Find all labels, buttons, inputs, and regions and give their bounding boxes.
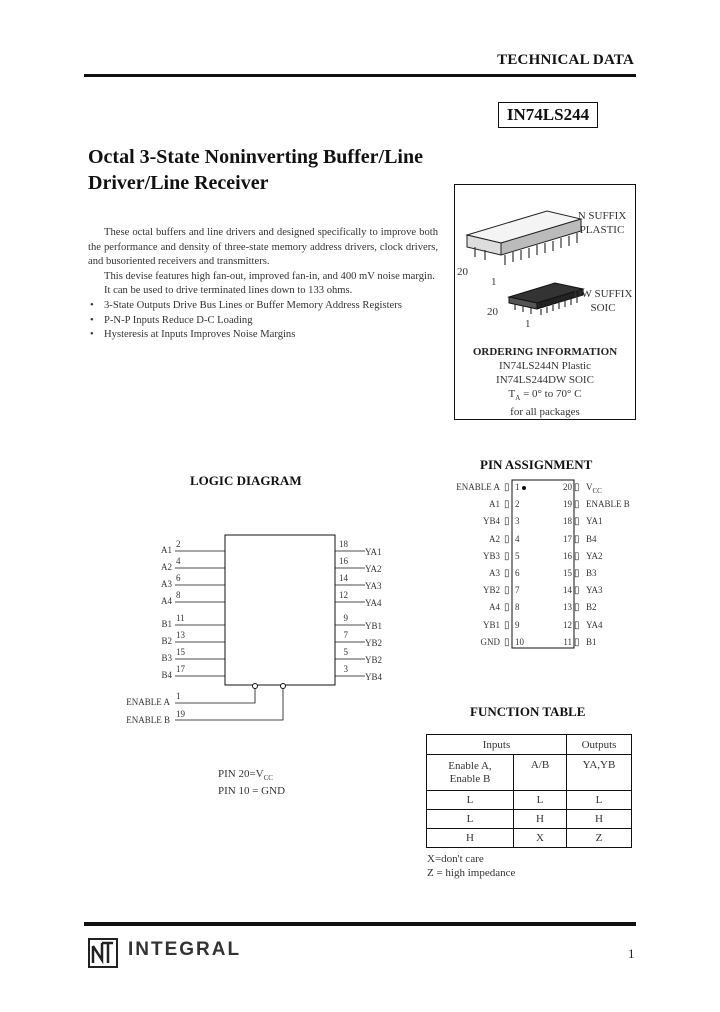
pin-stub-left: ▯ bbox=[504, 550, 510, 562]
pin-label-left: A2 bbox=[489, 533, 500, 544]
input-pin-number: 8 bbox=[176, 590, 181, 600]
enable-a-pin: 1 bbox=[176, 691, 181, 701]
order-line: IN74LS244N Plastic bbox=[499, 360, 591, 372]
pin-label-left: YB2 bbox=[482, 585, 500, 596]
part-number-box: IN74LS244 bbox=[498, 102, 598, 128]
desc-paragraph: It can be used to drive terminated lines down to 133 ohms. bbox=[104, 285, 353, 297]
pin-stub-right: ▯ bbox=[574, 619, 580, 631]
output-pin-number: 3 bbox=[343, 664, 348, 674]
output-pin-number: 16 bbox=[339, 556, 348, 566]
description bbox=[88, 226, 438, 343]
input-pin-number: 13 bbox=[176, 630, 185, 640]
input-label: B4 bbox=[161, 670, 172, 680]
pin-number-left: 5 bbox=[515, 550, 520, 561]
pin-stub-left: ▯ bbox=[504, 482, 510, 493]
pin-label-right: YA2 bbox=[586, 550, 603, 561]
note-high-z: Z = high impedance bbox=[427, 867, 516, 879]
pin-stub-left: ▯ bbox=[504, 499, 510, 511]
pin-number-right: 12 bbox=[563, 619, 572, 630]
table-row: L L L bbox=[427, 791, 632, 810]
output-pin-number: 18 bbox=[339, 539, 348, 549]
pin-stub-right: ▯ bbox=[574, 602, 580, 614]
feature-item: • Hysteresis at Inputs Improves Noise Margins bbox=[104, 328, 438, 343]
pin-number-right: 15 bbox=[563, 568, 572, 578]
n-type: PLASTIC bbox=[579, 224, 625, 236]
pin-stub-right: ▯ bbox=[574, 516, 580, 528]
integral-logo-icon bbox=[88, 938, 118, 968]
pin-assignment-diagram bbox=[444, 478, 644, 650]
title-line-1: Octal 3-State Noninverting Buffer/Line bbox=[88, 146, 423, 168]
pin-number-right: 13 bbox=[563, 602, 572, 613]
pin-stub-left: ▯ bbox=[504, 516, 510, 528]
feature-item: • 3-State Outputs Drive Bus Lines or Buffer Memory Address Registers bbox=[104, 299, 438, 314]
pin-label-right: B3 bbox=[586, 568, 597, 578]
pin-stub-left: ▯ bbox=[504, 619, 510, 631]
output-label: YA1 bbox=[365, 547, 382, 557]
ordering-title: ORDERING INFORMATION bbox=[472, 346, 618, 358]
pin-stub-right: ▯ bbox=[574, 585, 580, 597]
header-ab: A/B bbox=[514, 755, 567, 791]
pin-number-left: 8 bbox=[515, 602, 520, 613]
function-table-title: FUNCTION TABLE bbox=[470, 704, 586, 719]
header-enable: Enable A, Enable B bbox=[427, 755, 514, 791]
output-label: YB1 bbox=[365, 621, 383, 631]
pin-label-right: YA3 bbox=[586, 585, 603, 596]
pin-stub-left: ▯ bbox=[504, 602, 510, 614]
output-pin-number: 7 bbox=[343, 630, 348, 640]
pin-number-right: 20 bbox=[563, 482, 572, 492]
page-title bbox=[88, 144, 468, 196]
function-table bbox=[426, 734, 632, 848]
logic-diagram bbox=[110, 530, 410, 730]
dip-pin-20: 20 bbox=[457, 266, 468, 278]
pin-label-left: A3 bbox=[489, 568, 500, 578]
pin-label-right: B1 bbox=[586, 636, 597, 647]
power-notes bbox=[218, 768, 285, 798]
enable-b-pin: 19 bbox=[176, 709, 185, 719]
note-dont-care: X=don't care bbox=[427, 853, 484, 865]
pin-stub-left: ▯ bbox=[504, 585, 510, 597]
pin-number-right: 11 bbox=[563, 636, 572, 647]
output-label: YA4 bbox=[365, 598, 382, 608]
pin-number-right: 16 bbox=[563, 550, 572, 561]
pin-label-left: ENABLE A bbox=[456, 482, 500, 492]
pin-label-right: YA4 bbox=[586, 619, 603, 630]
output-pin-number: 14 bbox=[339, 573, 348, 583]
pin-number-left: 2 bbox=[515, 499, 520, 510]
pin-stub-right: ▯ bbox=[574, 636, 580, 648]
pin-number-right: 14 bbox=[563, 585, 572, 596]
pin-stub-right: ▯ bbox=[574, 482, 580, 493]
pin-stub-right: ▯ bbox=[574, 499, 580, 511]
input-pin-number: 15 bbox=[176, 647, 185, 657]
pin-stub-right: ▯ bbox=[574, 550, 580, 562]
dw-suffix: DW SUFFIX bbox=[573, 288, 633, 300]
brand-name: INTEGRAL bbox=[128, 939, 242, 960]
input-pin-number: 17 bbox=[176, 664, 185, 674]
output-pin-number: 9 bbox=[343, 613, 348, 623]
feature-item: • P-N-P Inputs Reduce D-C Loading bbox=[104, 314, 438, 329]
header-y: YA,YB bbox=[567, 755, 632, 791]
pin-number-left: 7 bbox=[515, 585, 520, 596]
output-label: YA2 bbox=[365, 564, 382, 574]
pin-number-left: 4 bbox=[515, 533, 520, 544]
input-pin-number: 11 bbox=[176, 613, 185, 623]
pin-label-right: $V_{CC}$ bbox=[586, 482, 602, 495]
dip-pin-1: 1 bbox=[491, 276, 497, 288]
dw-type: SOIC bbox=[590, 302, 616, 314]
output-label: YB4 bbox=[365, 672, 383, 682]
n-suffix: N SUFFIX bbox=[577, 210, 627, 222]
pin-stub-right: ▯ bbox=[574, 533, 580, 545]
enable-a-label: ENABLE A bbox=[126, 697, 170, 707]
pin-number-right: 19 bbox=[563, 499, 572, 510]
order-line: for all packages bbox=[510, 406, 580, 419]
pin-label-right: B4 bbox=[586, 533, 597, 544]
desc-paragraph: This devise features high fan-out, improved fan-in, and 400 mV noise margin. bbox=[104, 270, 435, 282]
output-label: YB2 bbox=[365, 638, 383, 648]
pin-number-right: 18 bbox=[563, 516, 572, 527]
pin-label-right: YA1 bbox=[586, 516, 603, 527]
pin-number-left: 3 bbox=[515, 516, 520, 527]
table-row: H X Z bbox=[427, 829, 632, 848]
pin-assignment-title: PIN ASSIGNMENT bbox=[480, 457, 593, 472]
pin-number-left: 10 bbox=[515, 636, 524, 647]
header-outputs: Outputs bbox=[567, 735, 632, 755]
soic-pin-1: 1 bbox=[525, 318, 531, 330]
enable-b-label: ENABLE B bbox=[126, 715, 170, 725]
output-label: YB2 bbox=[365, 655, 383, 665]
desc-paragraph: These octal buffers and line drivers and designed specifically to improve both the performance and density of three-state memory address drivers, clock drivers, and busoriented receivers and transmitters. bbox=[88, 227, 438, 268]
input-label: A2 bbox=[161, 562, 172, 572]
pin-label-right: ENABLE B bbox=[586, 499, 630, 510]
input-pin-number: 2 bbox=[176, 539, 181, 549]
n-suffix-label bbox=[571, 209, 633, 237]
input-pin-number: 4 bbox=[176, 556, 181, 566]
pin-label-left: A1 bbox=[489, 499, 500, 510]
soic-pin-20: 20 bbox=[487, 306, 498, 318]
gnd-note: PIN 10 = GND bbox=[218, 785, 286, 798]
input-pin-number: 6 bbox=[176, 573, 181, 583]
order-temp: $T_A = 0^\circ$ to 70° C bbox=[508, 388, 582, 403]
header-inputs: Inputs bbox=[427, 735, 567, 755]
pin-number-left: 6 bbox=[515, 568, 520, 578]
bottom-rule bbox=[84, 922, 636, 926]
feature-list bbox=[88, 299, 438, 343]
pin-number-left: 9 bbox=[515, 619, 520, 630]
top-rule bbox=[84, 74, 636, 77]
pin-stub-left: ▯ bbox=[504, 636, 510, 648]
dw-suffix-label bbox=[571, 287, 635, 315]
pin-stub-left: ▯ bbox=[504, 568, 510, 579]
output-pin-number: 5 bbox=[343, 647, 348, 657]
pin-stub-right: ▯ bbox=[574, 568, 580, 579]
package-box bbox=[454, 184, 636, 420]
input-label: A1 bbox=[161, 545, 172, 555]
pin-stub-left: ▯ bbox=[504, 533, 510, 545]
ordering-info bbox=[455, 345, 635, 419]
section-label: TECHNICAL DATA bbox=[497, 52, 634, 68]
output-label: YA3 bbox=[365, 581, 382, 591]
input-label: A4 bbox=[161, 596, 172, 606]
pin-label-left: A4 bbox=[489, 602, 500, 613]
pin-label-right: B2 bbox=[586, 602, 597, 613]
output-pin-number: 12 bbox=[339, 590, 348, 600]
logic-diagram-title: LOGIC DIAGRAM bbox=[190, 473, 302, 488]
dip-package-icon bbox=[467, 211, 581, 265]
input-label: B1 bbox=[161, 619, 172, 629]
table-row: L H H bbox=[427, 810, 632, 829]
pin-label-left: YB1 bbox=[482, 619, 500, 630]
pin-label-left: GND bbox=[480, 636, 500, 647]
pin-number-right: 17 bbox=[563, 533, 572, 544]
input-label: A3 bbox=[161, 579, 172, 589]
input-label: B3 bbox=[161, 653, 172, 663]
title-line-2: Driver/Line Receiver bbox=[88, 172, 269, 194]
function-table-notes bbox=[427, 852, 515, 880]
pin-label-left: YB4 bbox=[482, 516, 500, 527]
pin-number-left: 1 bbox=[515, 482, 520, 492]
input-label: B2 bbox=[161, 636, 172, 646]
page-number: 1 bbox=[628, 946, 635, 961]
vcc-note: PIN $20=V_{CC}$ bbox=[218, 768, 273, 783]
pin-label-left: YB3 bbox=[482, 550, 500, 561]
order-line: IN74LS244DW SOIC bbox=[496, 374, 594, 386]
